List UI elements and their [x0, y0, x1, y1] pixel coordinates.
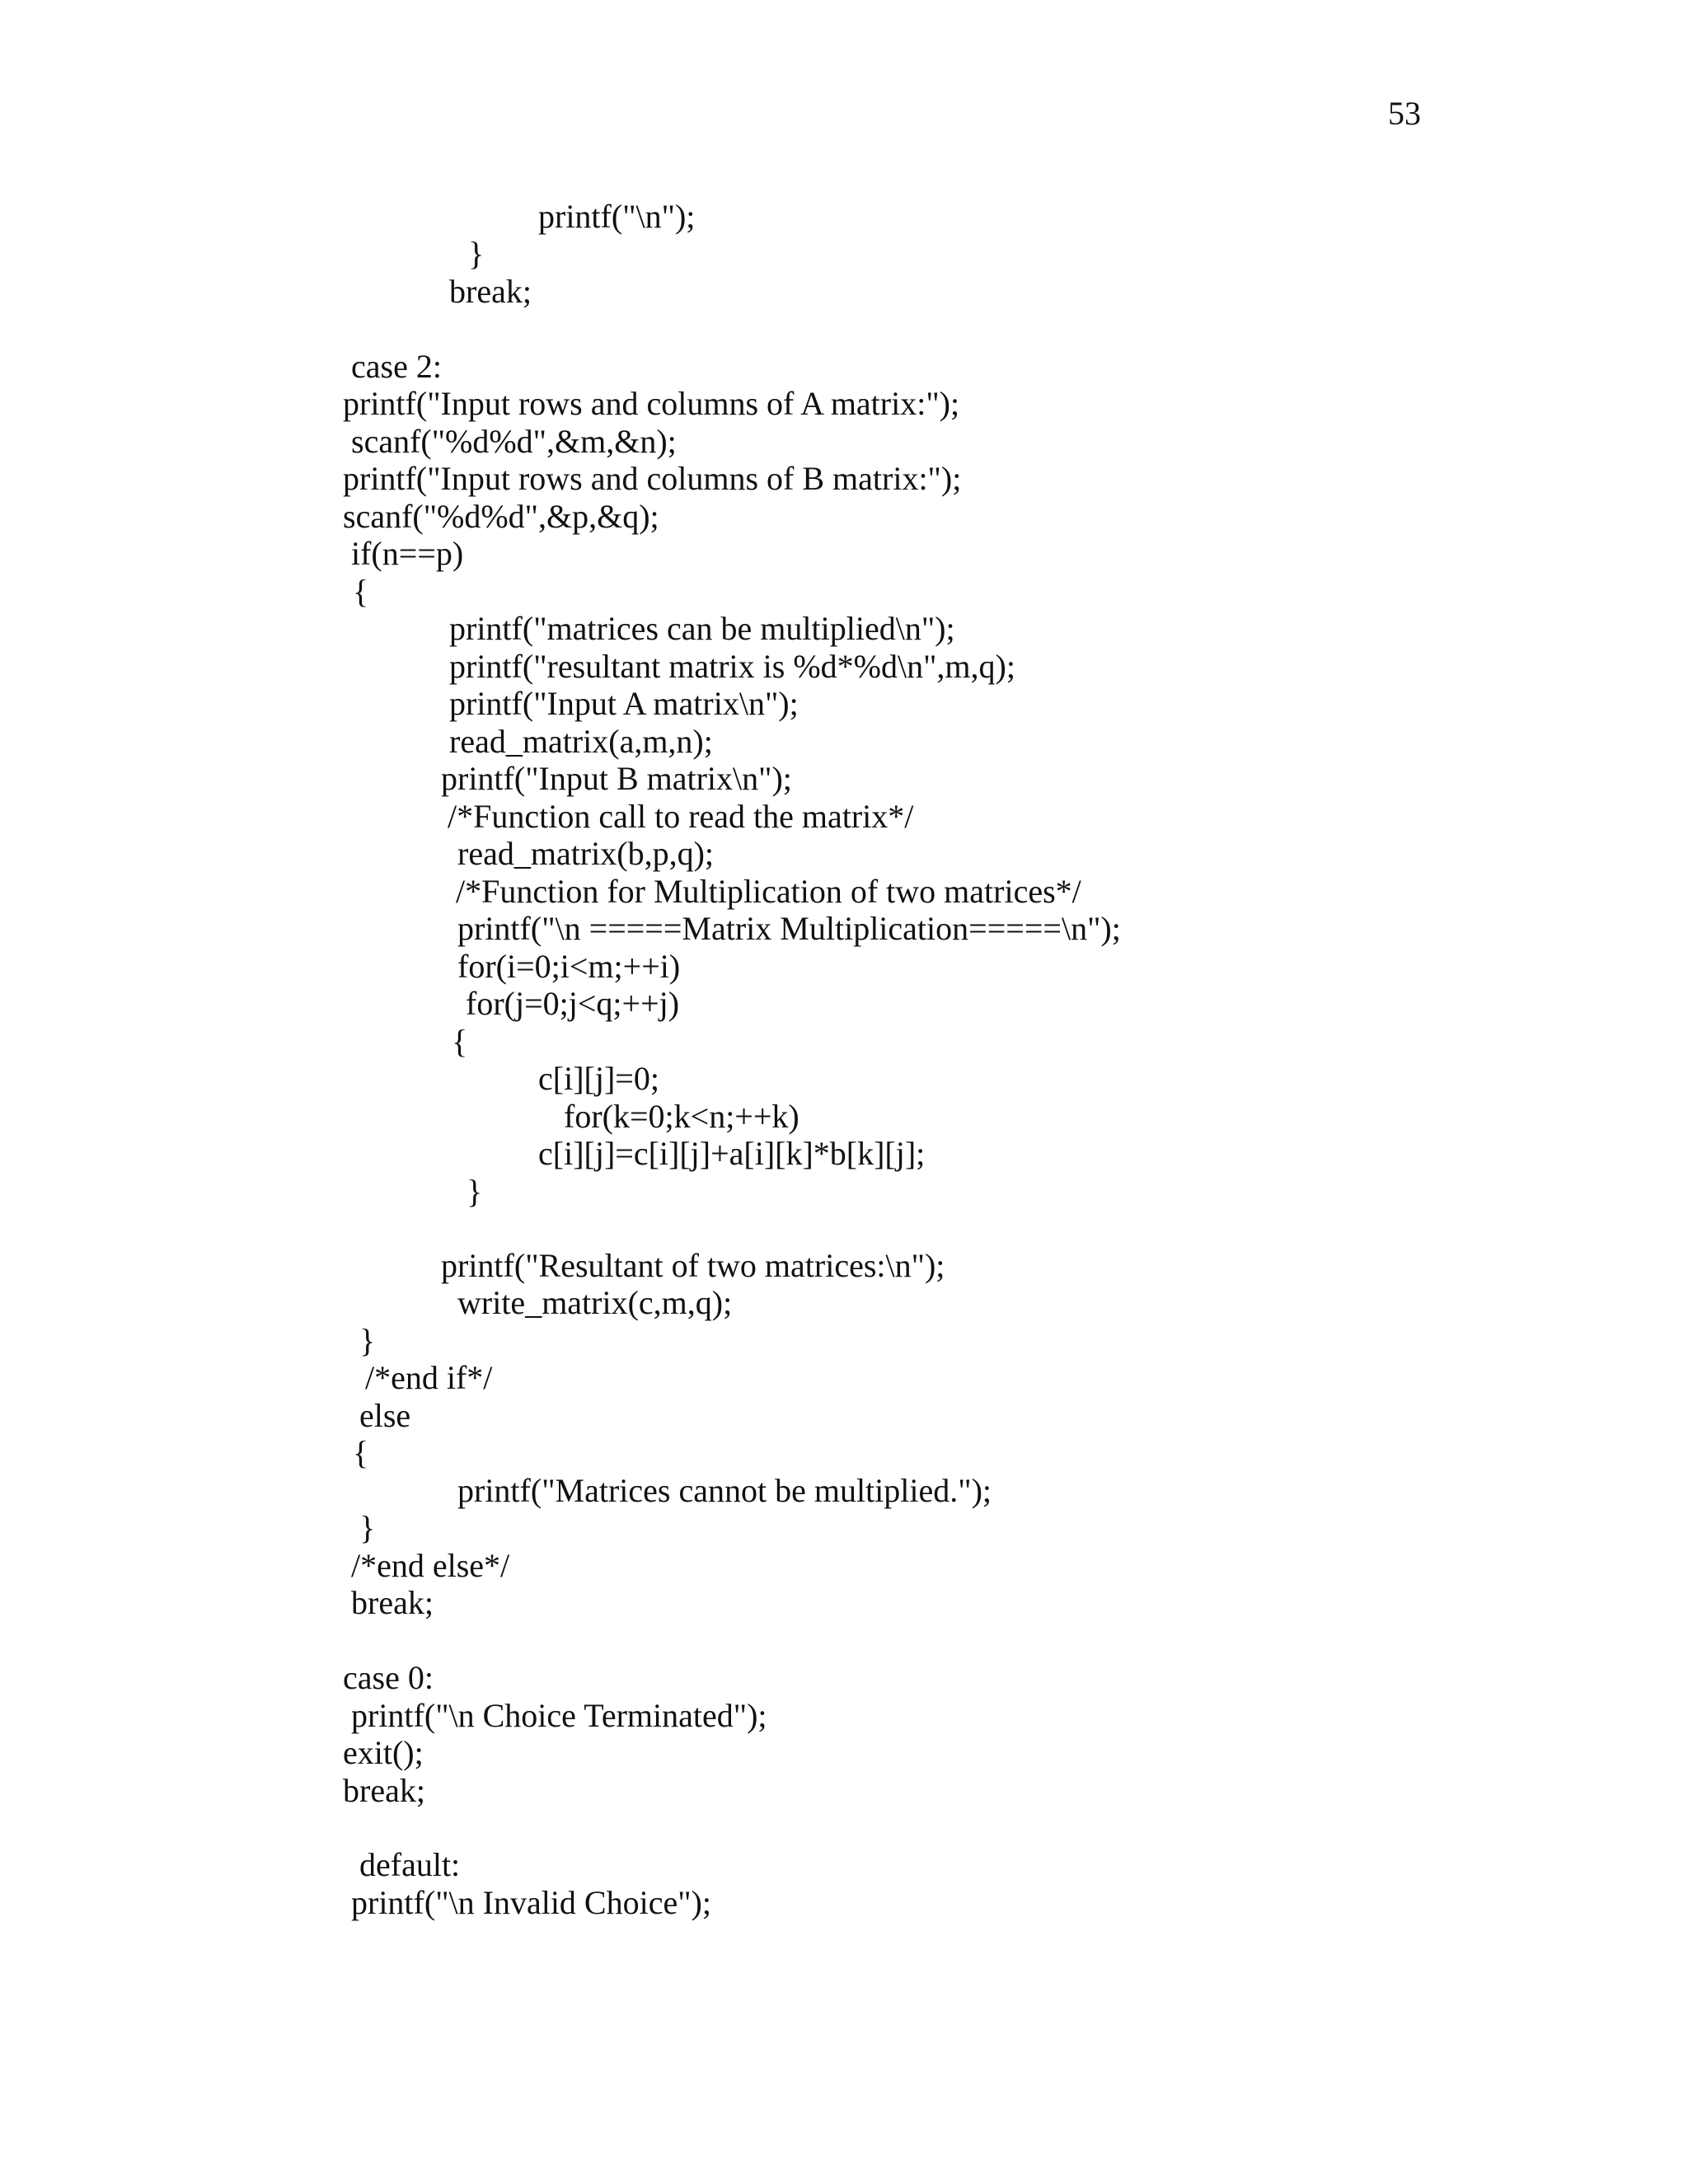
code-line: printf("Input rows and columns of A matrix:");	[343, 385, 960, 422]
code-line: case 0:	[343, 1659, 434, 1696]
code-line: printf("\n Invalid Choice");	[351, 1884, 711, 1921]
code-line: }	[468, 235, 485, 272]
code-line: read_matrix(b,p,q);	[457, 835, 714, 872]
code-line: {	[452, 1023, 468, 1060]
code-line: printf("\n =====Matrix Multiplication=====\n");	[457, 910, 1121, 947]
code-line: /*Function call to read the matrix*/	[448, 798, 914, 835]
code-line: {	[353, 1434, 369, 1471]
code-line: printf("Input A matrix\n");	[449, 685, 799, 722]
code-line: c[i][j]=0;	[538, 1060, 659, 1097]
code-line: break;	[351, 1584, 434, 1621]
code-line: for(j=0;j<q;++j)	[466, 985, 680, 1022]
code-line: }	[359, 1322, 376, 1359]
code-line: c[i][j]=c[i][j]+a[i][k]*b[k][j];	[538, 1135, 926, 1172]
code-line: {	[353, 573, 369, 610]
code-line: case 2:	[351, 348, 442, 385]
code-line: }	[359, 1509, 376, 1546]
code-line: scanf("%d%d",&m,&n);	[351, 423, 677, 460]
code-line: break;	[343, 1772, 425, 1809]
code-line: /*end if*/	[365, 1359, 493, 1396]
code-line: scanf("%d%d",&p,&q);	[343, 498, 659, 535]
code-line: printf("Input rows and columns of B matrix:");	[343, 460, 962, 497]
code-line: printf("matrices can be multiplied\n");	[449, 610, 955, 647]
code-line: printf("Matrices cannot be multiplied.");	[457, 1472, 992, 1509]
code-line: printf("resultant matrix is %d*%d\n",m,q);	[449, 648, 1015, 685]
code-line: break;	[449, 273, 532, 310]
code-line: write_matrix(c,m,q);	[457, 1284, 733, 1321]
code-line: for(i=0;i<m;++i)	[457, 948, 681, 985]
code-line: printf("\n Choice Terminated");	[351, 1697, 767, 1734]
code-line: /*Function for Multiplication of two matrices*/	[456, 873, 1081, 910]
code-line: read_matrix(a,m,n);	[449, 723, 713, 760]
code-line: /*end else*/	[351, 1547, 510, 1584]
code-line: printf("\n");	[538, 198, 696, 235]
code-line: printf("Input B matrix\n");	[441, 760, 792, 797]
code-line: exit();	[343, 1734, 424, 1771]
code-line: else	[359, 1397, 411, 1434]
code-line: default:	[359, 1846, 461, 1883]
code-line: printf("Resultant of two matrices:\n");	[441, 1247, 945, 1284]
code-line: if(n==p)	[351, 535, 464, 572]
code-line: for(k=0;k<n;++k)	[564, 1098, 799, 1135]
page-number: 53	[1388, 95, 1421, 132]
code-line: }	[467, 1173, 483, 1210]
